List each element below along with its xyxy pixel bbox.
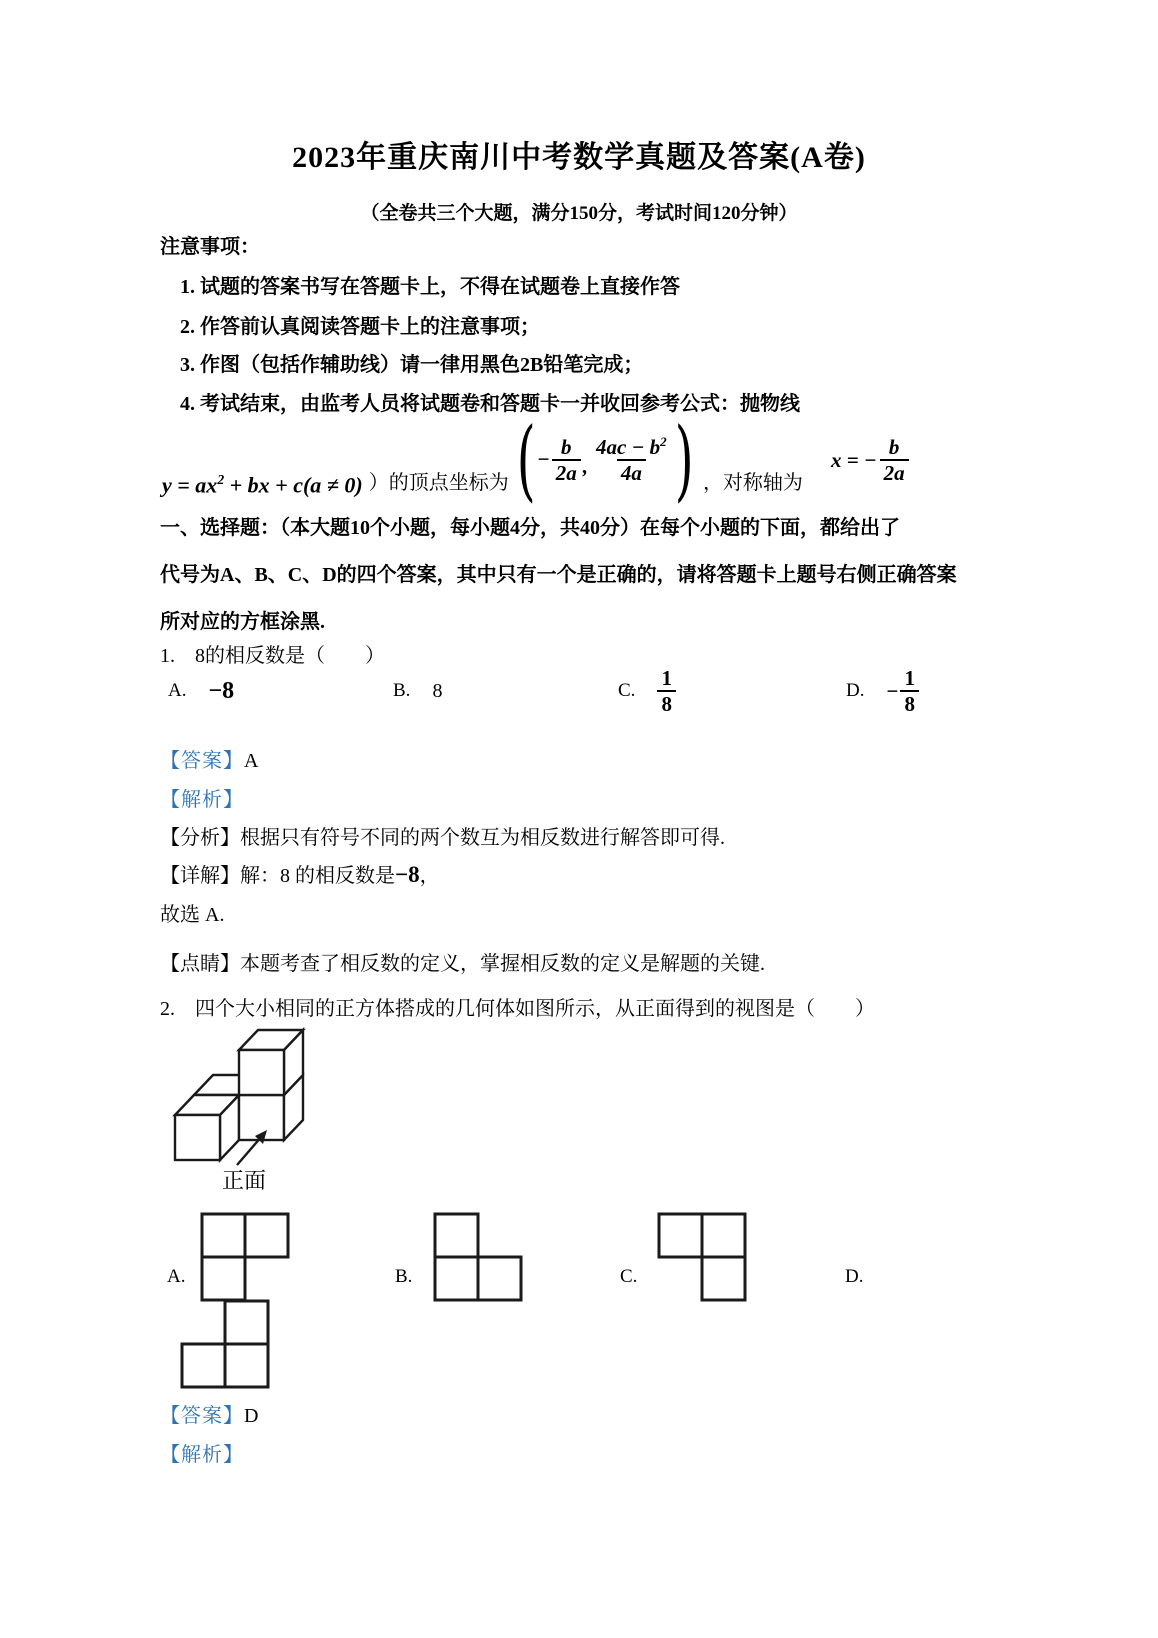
q1-answer-value: A — [244, 750, 259, 772]
q2-option-a-figure — [200, 1212, 290, 1302]
q1-option-a: A. −8 — [168, 677, 235, 704]
vertex-text: ）的顶点坐标为 — [368, 472, 509, 494]
note-item-2: 2. 作答前认真阅读答题卡上的注意事项； — [180, 316, 540, 338]
q2-answer-value: D — [244, 1405, 259, 1427]
q2-option-a-label: A. — [167, 1266, 186, 1287]
question-1-stem: 1. 8的相反数是（ ） — [160, 645, 385, 667]
q2-option-c-figure — [657, 1212, 747, 1302]
answer-tag: 【答案】 — [160, 750, 244, 772]
fraction-4ac-b2-4a: $\frac{4ac - b^2}{4a}$ — [596, 433, 667, 485]
reference-formula — [162, 407, 909, 511]
fraction-1-8: $\frac{1}{8}$ — [657, 666, 676, 716]
note-item-3: 3. 作图（包括作辅助线）请一律用黑色2B铅笔完成； — [180, 354, 644, 376]
notes-heading: 注意事项： — [160, 236, 260, 258]
front-face-label: 正面 — [222, 1168, 267, 1193]
question-1-options — [160, 648, 1155, 734]
page-title: 2023年重庆南川中考数学真题及答案(A卷) — [292, 141, 866, 174]
q1-dianjing-line: 【点睛】本题考查了相反数的定义，掌握相反数的定义是解题的关键. — [160, 953, 765, 975]
question-2-stem: 2. 四个大小相同的正方体搭成的几何体如图所示，从正面得到的视图是（ ） — [160, 998, 875, 1020]
section-one-line1: 一、选择题：（本大题10个小题，每小题4分，共40分）在每个小题的下面，都给出了 — [160, 517, 900, 539]
note-item-4: 4. 考试结束，由监考人员将试题卷和答题卡一并收回参考公式：抛物线 — [180, 393, 800, 415]
parabola-equation: $y = ax^2$ + bx + c(a ≠ 0) — [162, 471, 363, 497]
page-subtitle: （全卷共三个大题，满分150分，考试时间120分钟） — [360, 203, 798, 224]
q1-option-c: C. $\frac{1}{8}$ — [618, 648, 676, 734]
q2-option-c-label: C. — [620, 1266, 638, 1287]
q2-answer-line — [160, 1399, 258, 1428]
q2-solid-figure — [163, 1026, 313, 1171]
axis-of-symmetry: x = − $\frac{b}{2a}$ — [831, 435, 909, 485]
q2-option-b-figure — [433, 1212, 523, 1302]
q1-fenxi-line: 【分析】根据只有符号不同的两个数互为相反数进行解答即可得. — [160, 827, 725, 849]
q1-guxuan-line: 故选 A. — [160, 904, 225, 926]
section-one-line3: 所对应的方框涂黑. — [160, 611, 325, 633]
vertex-coordinates: ( − $\frac{b}{2a}$ , $\frac{4ac - b^2}{4a}$ ) — [516, 407, 694, 511]
q1-answer-line — [160, 744, 258, 773]
q2-option-b-label: B. — [395, 1266, 413, 1287]
note-item-1: 1. 试题的答案书写在答题卡上，不得在试题卷上直接作答 — [180, 276, 680, 298]
answer-tag: 【答案】 — [160, 1405, 244, 1427]
q2-analysis-tag: 【解析】 — [160, 1444, 244, 1466]
q1-option-b: B. 8 — [393, 679, 443, 702]
q1-xiangjie-line: 【详解】解：8 的相反数是−8， — [160, 862, 440, 887]
axis-text: ，对称轴为 — [702, 472, 803, 494]
section-one-line2: 代号为A、B、C、D的四个答案，其中只有一个是正确的，请将答题卡上题号右侧正确答案 — [160, 564, 957, 586]
q2-option-d-label: D. — [845, 1266, 864, 1287]
q1-option-d: D. − $\frac{1}{8}$ — [846, 648, 919, 734]
q1-xiangjie-math: −8 — [395, 862, 420, 887]
q2-option-d-figure — [180, 1299, 270, 1389]
fraction-neg-1-8: $\frac{1}{8}$ — [900, 666, 919, 716]
fraction-b-2a-axis: $\frac{b}{2a}$ — [880, 435, 909, 485]
fraction-b-2a: $\frac{b}{2a}$ — [552, 435, 581, 485]
q1-analysis-tag: 【解析】 — [160, 789, 244, 811]
